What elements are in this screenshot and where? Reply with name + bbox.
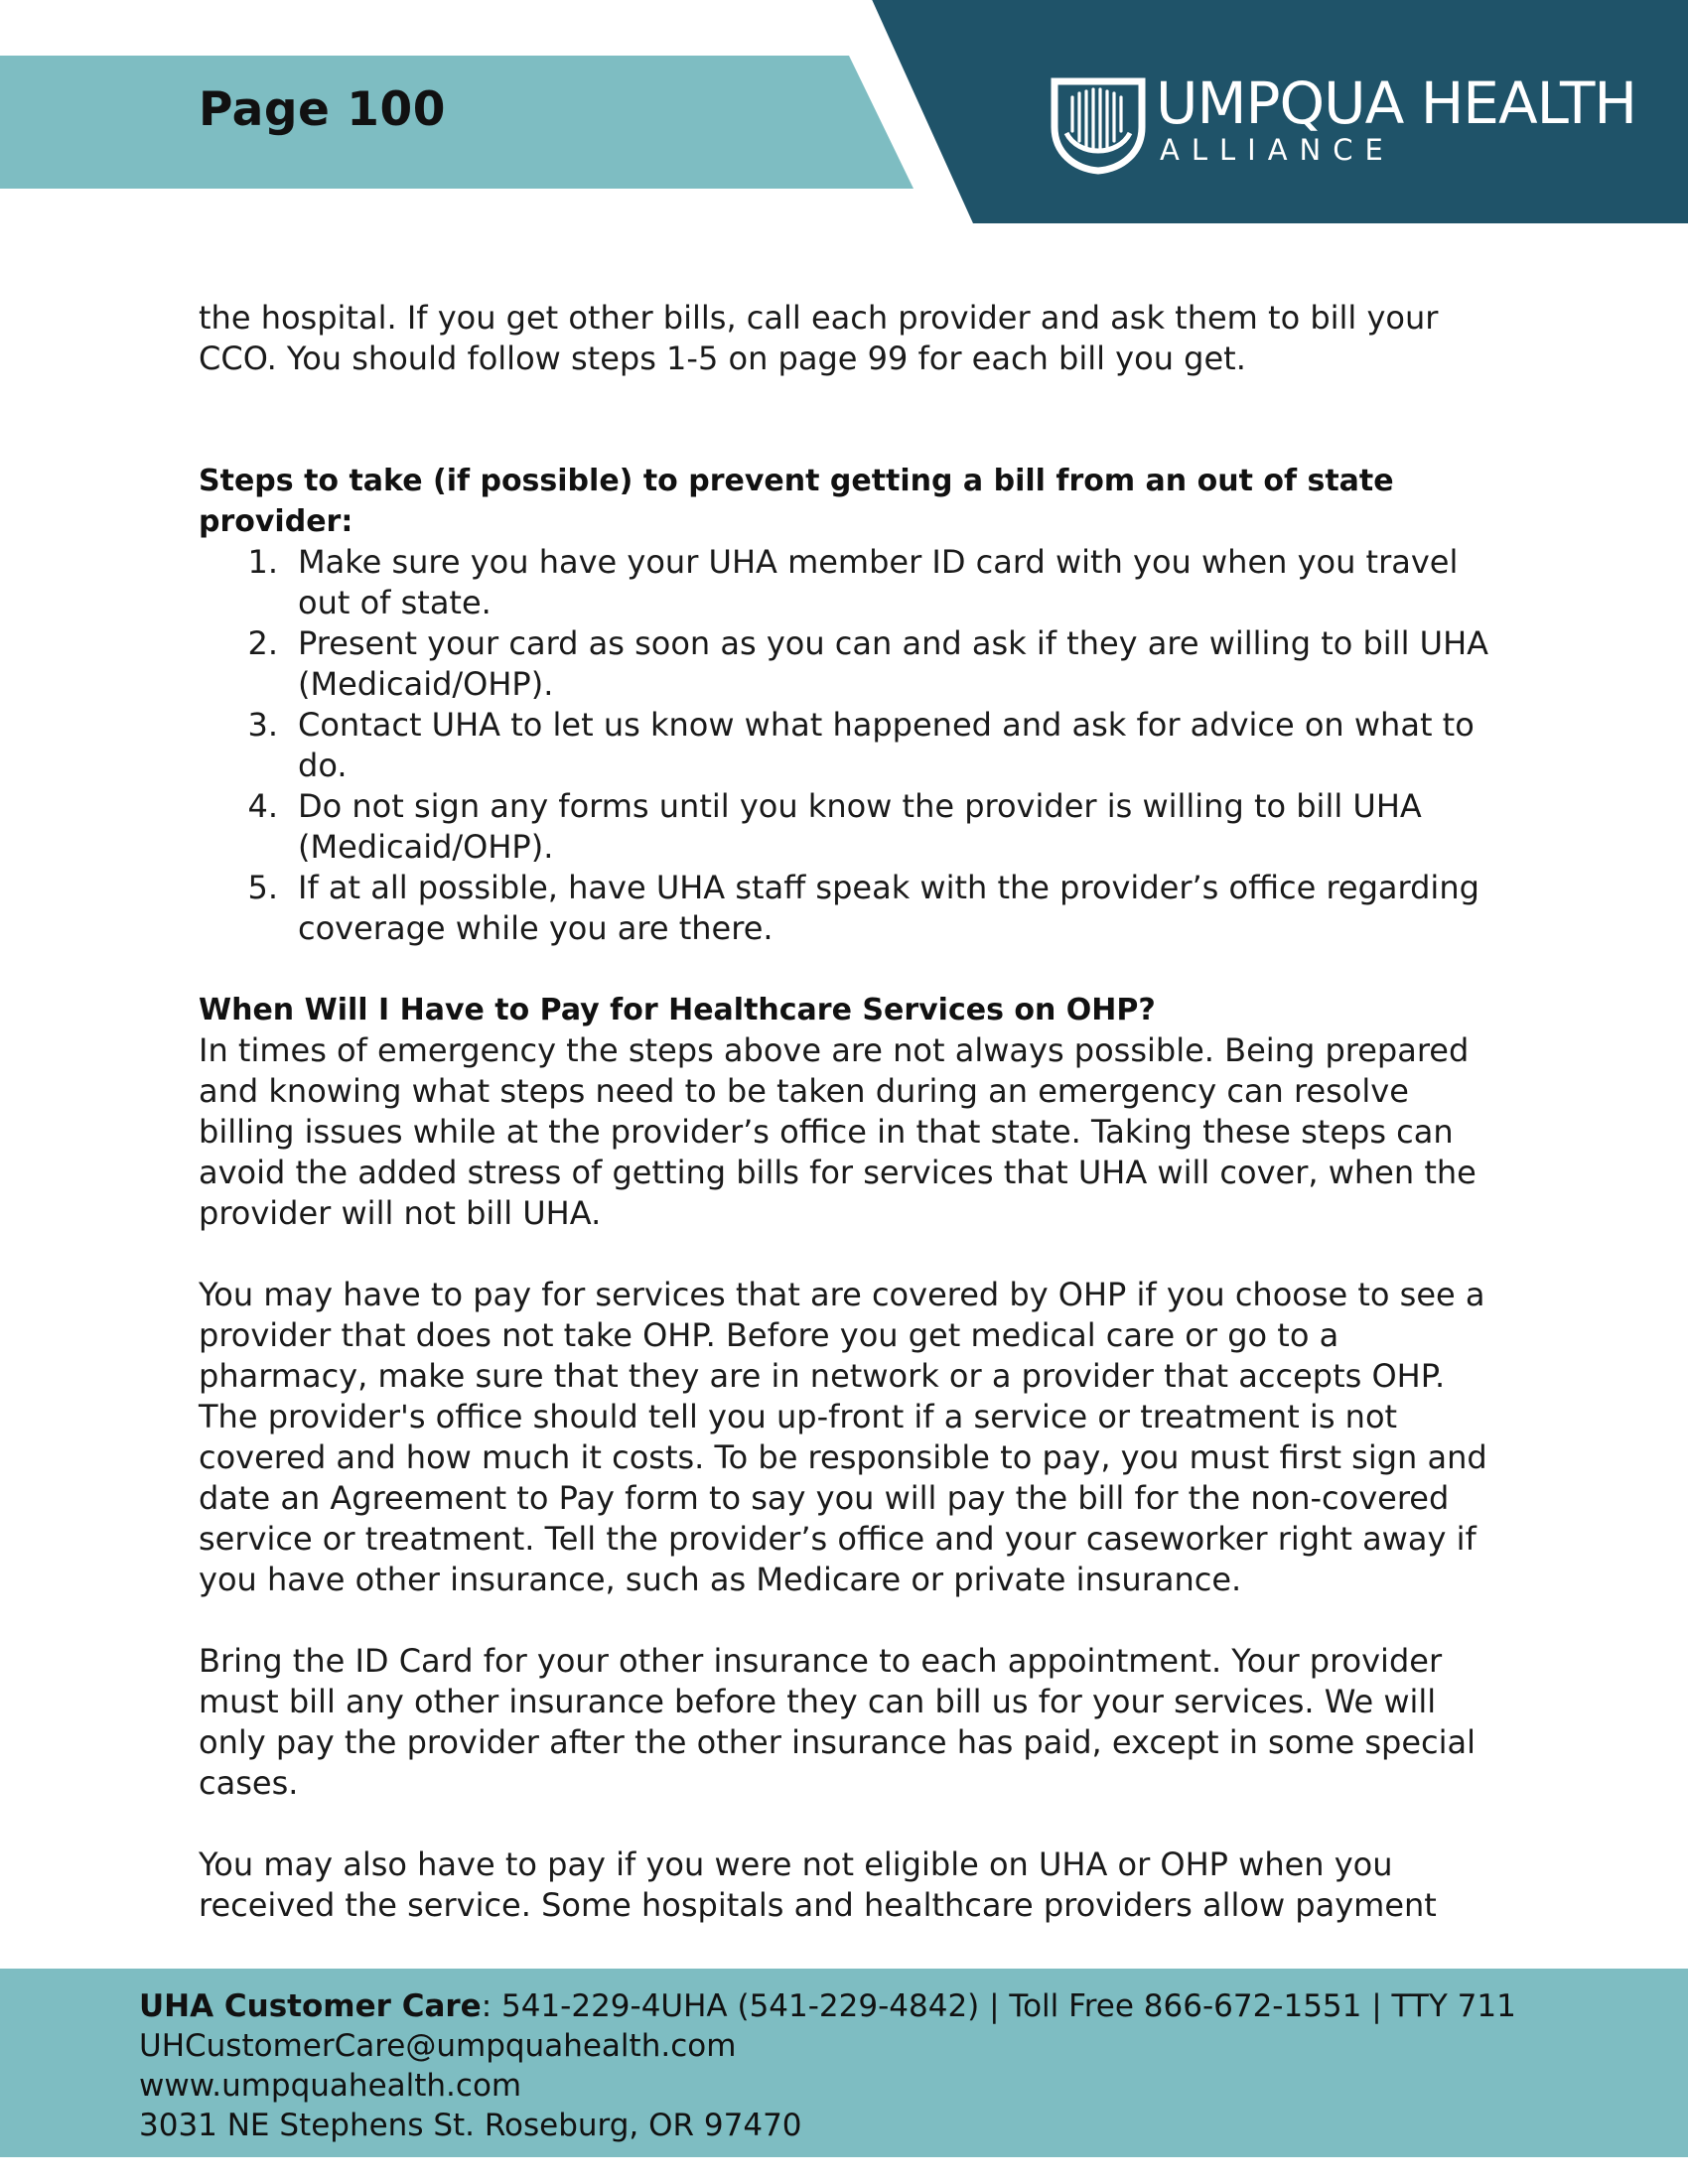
paragraph-emergency: In times of emergency the steps above are not always possible. Being prepared and knowing what steps need to be taken during an emergency can resolve billing issues while at the provider’s office in that state. Taking these steps can avoid the added stress of getting bills for services that UHA will cover, when the provider will not bill UHA.	[199, 1031, 1477, 1232]
footer-care-line	[139, 1986, 1516, 2026]
umpqua-health-logo	[1049, 69, 1644, 179]
list-item-text: Make sure you have your UHA member ID card with you when you travel out of state.	[298, 543, 1459, 621]
list-item-text: Present your card as soon as you can and ask if they are willing to bill UHA (Medicaid/OHP).	[298, 624, 1489, 703]
footer-band	[0, 1969, 1688, 2157]
list-item	[199, 868, 1499, 949]
intro-paragraph: the hospital. If you get other bills, call each provider and ask them to bill your CCO. You should follow steps 1-5 on page 99 for each bill you get.	[199, 299, 1439, 377]
list-item	[199, 705, 1499, 786]
list-item-number: 1.	[247, 543, 278, 581]
list-item-number: 3.	[247, 706, 278, 744]
list-item-text: Contact UHA to let us know what happened and ask for advice on what to do.	[298, 706, 1475, 784]
footer-phones: : 541-229-4UHA (541-229-4842) | Toll Free 866-672-1551 | TTY 711	[481, 1988, 1516, 2024]
footer-contact	[139, 1986, 1516, 2145]
logo-shield-icon	[1049, 75, 1148, 175]
paragraph-other-insurance: Bring the ID Card for your other insurance to each appointment. Your provider must bill any other insurance before they can bill us for your services. We will only pay the provider after the other insurance has paid, except in some special cases.	[199, 1642, 1476, 1802]
pay-heading: When Will I Have to Pay for Healthcare Services on OHP?	[199, 993, 1156, 1027]
list-item-number: 4.	[247, 787, 278, 825]
page-number: Page 100	[199, 82, 446, 137]
steps-heading: Steps to take (if possible) to prevent getting a bill from an out of state provider:	[199, 464, 1394, 539]
paragraph-covered-services: You may have to pay for services that are covered by OHP if you choose to see a provider that does not take OHP. Before you get medical care or go to a pharmacy, make sure that they are in network or a provider that accepts OHP. The provider's office should tell you up-front if a service or treatment is not covered and how much it costs. To be responsible to pay, you must first sign and date an Agreement to Pay form to say you will pay the bill for the non-covered service or treatment. Tell the provider’s office and your caseworker right away if you have other insurance, such as Medicare or private insurance.	[199, 1276, 1487, 1598]
footer-care-label: UHA Customer Care	[139, 1988, 482, 2024]
paragraph-eligibility: You may also have to pay if you were not eligible on UHA or OHP when you received the service. Some hospitals and healthcare providers allow payment	[199, 1845, 1437, 1924]
list-item	[199, 542, 1499, 623]
list-item	[199, 623, 1499, 705]
footer-email: UHCustomerCare@umpquahealth.com	[139, 2028, 737, 2064]
logo-subtitle: ALLIANCE	[1160, 133, 1395, 167]
list-item-number: 2.	[247, 624, 278, 662]
logo-name: UMPQUA HEALTH	[1156, 69, 1636, 137]
list-item-text: If at all possible, have UHA staff speak with the provider’s office regarding coverage while you are there.	[298, 869, 1479, 947]
footer-website: www.umpquahealth.com	[139, 2068, 522, 2104]
page-content	[199, 298, 1499, 1926]
footer-address: 3031 NE Stephens St. Roseburg, OR 97470	[139, 2108, 802, 2143]
header-band-light	[0, 56, 914, 189]
list-item-number: 5.	[247, 869, 278, 906]
steps-list	[199, 542, 1499, 949]
list-item	[199, 786, 1499, 868]
list-item-text: Do not sign any forms until you know the provider is willing to bill UHA (Medicaid/OHP).	[298, 787, 1422, 866]
